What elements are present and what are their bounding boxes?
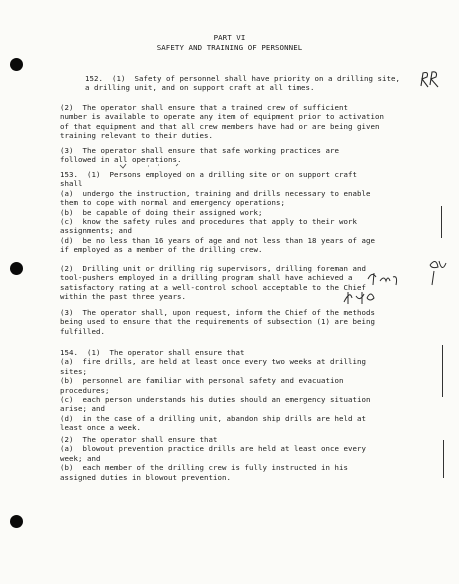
- section-152-subsection-1: 152. (1) Safety of personnel shall have priority on a drilling site, a drilling unit, and on support craft at all times.: [85, 74, 400, 93]
- section-153-subsection-3: (3) The operator shall, upon request, inform the Chief of the methods being used to ensure that the requirements of subsection (1) are being fulfilled.: [60, 308, 375, 336]
- margin-change-bar: [442, 345, 443, 397]
- margin-change-bar: [441, 206, 442, 238]
- punch-hole-bottom: [10, 515, 23, 528]
- handwritten-initials-mark: [418, 68, 442, 90]
- section-152-subsection-3: (3) The operator shall ensure that safe working practices are followed in all operations.: [60, 146, 339, 165]
- section-152-subsection-2: (2) The operator shall ensure that a trained crew of sufficient number is available to operate any item of equipment prior to activation of that equipment and that all crew members have had or are being given training relevant to their duties.: [60, 103, 384, 141]
- margin-change-bar: [443, 440, 444, 478]
- part-heading: PART VI: [213, 33, 246, 42]
- handwritten-initials-mark: [340, 288, 380, 308]
- part-title: SAFETY AND TRAINING OF PERSONNEL: [156, 43, 303, 52]
- section-153-subsection-1: 153. (1) Persons employed on a drilling site or on support craft shall (a) undergo the instruction, training and drills necessary to enable them to cope with normal and emergency operations; (b) be capable of doing their assigned work; (c) know the safety rules and procedures that apply to their work assignments; and (d) be no less than 16 years of age and not less than 18 years of age if employed as a member of the drilling crew.: [60, 170, 375, 255]
- punch-hole-top: [10, 58, 23, 71]
- section-153-subsection-2: (2) Drilling unit or drilling rig supervisors, drilling foreman and tool-pushers employed in a drilling program shall have achieved a satisfactory rating at a well-control school acceptable to the Chief within the past three years.: [60, 264, 366, 302]
- handwritten-stray-marks: [118, 160, 198, 170]
- punch-hole-middle: [10, 262, 23, 275]
- section-154-subsection-2: (2) The operator shall ensure that (a) blowout prevention practice drills are held at least once every week; and (b) each member of the drilling crew is fully instructed in his assigned duties in blowout prevention.: [60, 435, 366, 482]
- section-154-subsection-1: 154. (1) The operator shall ensure that (a) fire drills, are held at least once every two weeks at drilling sites; (b) personnel are familiar with personal safety and evacuation procedures; (c) each person understands his duties should an emergency situation arise; and (d) in the case of a drilling unit, abandon ship drills are held at least once a week.: [60, 348, 371, 433]
